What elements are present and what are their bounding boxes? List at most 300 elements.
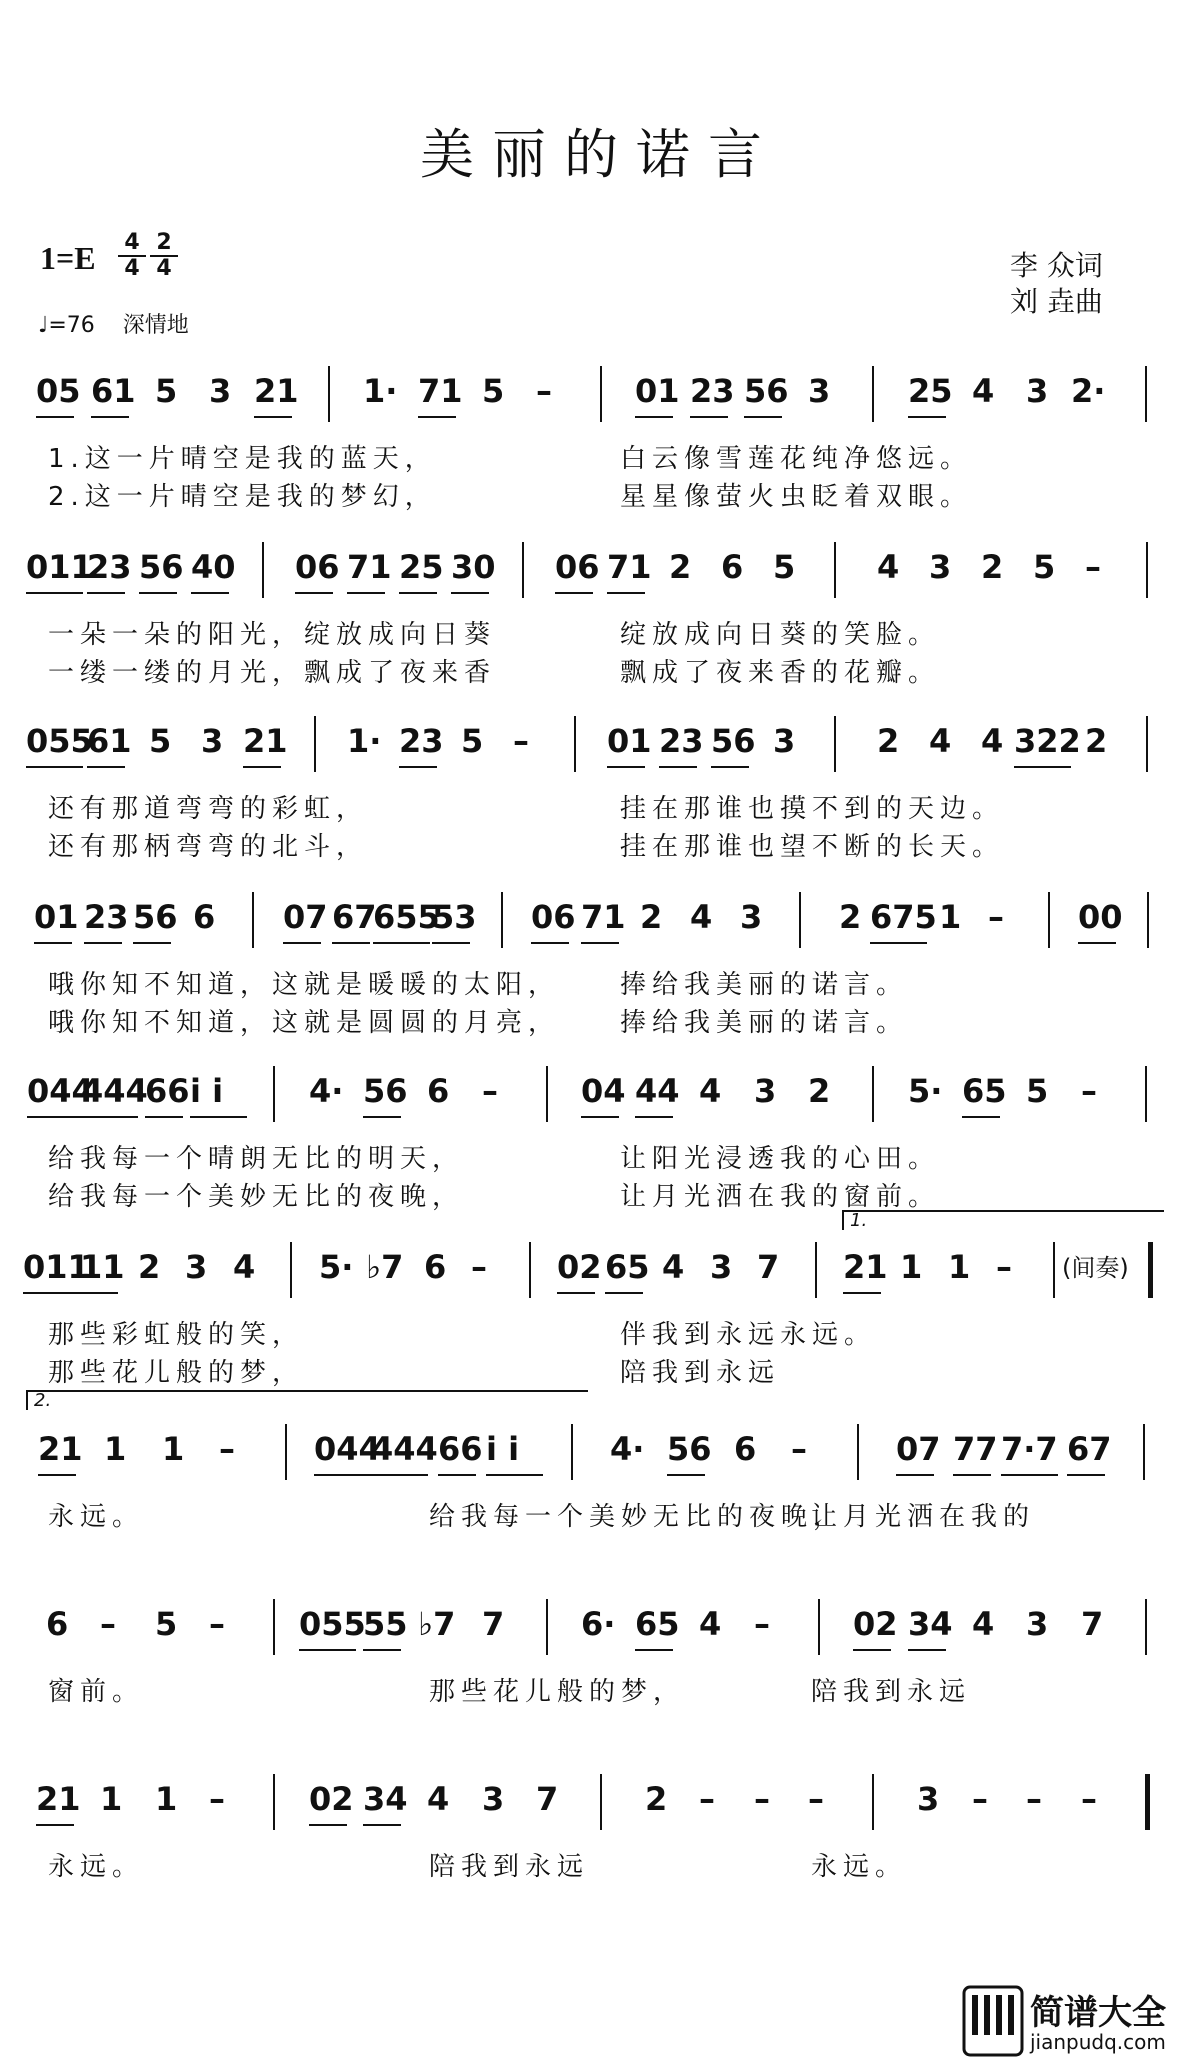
note: – <box>988 898 1004 936</box>
note: 1 <box>939 898 962 936</box>
note: 00 <box>1078 898 1123 936</box>
beam-underline <box>451 592 489 594</box>
score-row <box>0 548 1200 688</box>
note: 2 <box>1085 722 1108 760</box>
note: 23 <box>399 722 444 760</box>
lyric-segment: 还有那柄弯弯的北斗， <box>48 832 369 862</box>
barline <box>273 1599 275 1655</box>
lyric-segment: 永远。 <box>811 1852 908 1882</box>
note: 6 <box>427 1072 450 1110</box>
note: 77 <box>953 1430 998 1468</box>
barline <box>328 366 330 422</box>
note: – <box>100 1605 116 1643</box>
note: – <box>754 1780 770 1818</box>
note: 1· <box>363 372 398 410</box>
barline <box>314 716 316 772</box>
note: 4 <box>972 1605 995 1643</box>
beam-underline <box>896 1474 934 1476</box>
note: 055 <box>299 1605 366 1643</box>
watermark-url: jianpudq.com <box>1030 2030 1166 2054</box>
barline <box>600 1774 602 1830</box>
note: 5 <box>773 548 796 586</box>
barline <box>857 1424 859 1480</box>
volta-bracket <box>26 1390 588 1410</box>
note: 3 <box>710 1248 733 1286</box>
note: 5 <box>1033 548 1056 586</box>
note: 65 <box>605 1248 650 1286</box>
beam-underline <box>26 766 83 768</box>
barline <box>273 1774 275 1830</box>
beam-underline <box>363 1116 401 1118</box>
time-signature-4-4: 4 4 <box>118 232 146 280</box>
lyric-segment: 永远。 <box>48 1852 145 1882</box>
expression-marking: 深情地 <box>122 313 189 338</box>
beam-underline <box>190 1116 247 1118</box>
interlude-marking: (间奏) <box>1062 1254 1129 1282</box>
note: 5 <box>149 722 172 760</box>
beam-underline <box>607 766 645 768</box>
note: – <box>209 1780 225 1818</box>
lyric-segment: 陪我到永远 <box>811 1677 972 1707</box>
note: – <box>482 1072 498 1110</box>
barline <box>872 366 874 422</box>
note: 06 <box>531 898 576 936</box>
note: 011 <box>23 1248 90 1286</box>
watermark-name: 简谱大全 <box>1030 1993 1166 2033</box>
note: 3 <box>185 1248 208 1286</box>
lyric-segment: 白云像雪莲花纯净悠远。 <box>620 444 973 474</box>
note: 40 <box>191 548 236 586</box>
beam-underline <box>605 1292 643 1294</box>
note: 71 <box>581 898 626 936</box>
score-row <box>0 722 1200 862</box>
lyric-segment: 1.这一片晴空是我的蓝天， <box>48 444 437 474</box>
note: 21 <box>36 1780 81 1818</box>
barline <box>262 542 264 598</box>
beam-underline <box>36 416 74 418</box>
note: 1 <box>948 1248 971 1286</box>
note: 04 <box>581 1072 626 1110</box>
beam-underline <box>711 766 749 768</box>
note: i i <box>190 1072 224 1110</box>
beam-underline <box>191 592 229 594</box>
note: 4· <box>610 1430 645 1468</box>
note: 56 <box>667 1430 712 1468</box>
note: 4 <box>972 372 995 410</box>
barline <box>1143 1424 1145 1480</box>
beam-underline <box>133 942 171 944</box>
beam-underline <box>332 942 370 944</box>
lyric-segment: 星星像萤火虫眨着双眼。 <box>620 482 973 512</box>
note: – <box>1085 548 1101 586</box>
note: 07 <box>896 1430 941 1468</box>
score-row <box>0 1210 1200 1388</box>
barline <box>290 1242 292 1298</box>
barline <box>529 1242 531 1298</box>
note: 655 <box>373 898 440 936</box>
beam-underline <box>84 942 122 944</box>
note: 65 <box>635 1605 680 1643</box>
note: 4 <box>699 1072 722 1110</box>
note: 5 <box>482 372 505 410</box>
beam-underline <box>309 1824 347 1826</box>
note: 71 <box>347 548 392 586</box>
barline <box>501 892 503 948</box>
barline <box>574 716 576 772</box>
beam-underline <box>23 1292 80 1294</box>
note: 3 <box>773 722 796 760</box>
barline <box>273 1066 275 1122</box>
beam-underline <box>418 416 456 418</box>
note: – <box>972 1780 988 1818</box>
note: 01 <box>607 722 652 760</box>
beam-underline <box>36 1824 74 1826</box>
lyric-segment: 挂在那谁也望不断的长天。 <box>620 832 1005 862</box>
note: 7 <box>757 1248 780 1286</box>
beam-underline <box>363 1649 401 1651</box>
barline <box>252 892 254 948</box>
beam-underline <box>254 416 292 418</box>
note: – <box>471 1248 487 1286</box>
note: 2 <box>877 722 900 760</box>
barline <box>1145 1599 1147 1655</box>
note: ♭7 <box>366 1248 404 1286</box>
beam-underline <box>531 942 569 944</box>
note: 7·7 <box>1001 1430 1058 1468</box>
barline <box>1146 542 1148 598</box>
score-row <box>0 372 1200 512</box>
barline <box>818 1599 820 1655</box>
note: 2 <box>138 1248 161 1286</box>
note: 23 <box>84 898 129 936</box>
barline <box>834 716 836 772</box>
note: – <box>699 1780 715 1818</box>
beam-underline <box>635 416 673 418</box>
note: 5· <box>908 1072 943 1110</box>
note: 23 <box>659 722 704 760</box>
note: 4· <box>309 1072 344 1110</box>
note: 4 <box>929 722 952 760</box>
composer: 刘 垚曲 <box>1010 285 1103 318</box>
note: 1 <box>162 1430 185 1468</box>
note: 3 <box>929 548 952 586</box>
note: 7 <box>1081 1605 1104 1643</box>
note: 06 <box>555 548 600 586</box>
note: 1 <box>155 1780 178 1818</box>
note: 53 <box>432 898 477 936</box>
score-row <box>0 1605 1200 1735</box>
note: 61 <box>87 722 132 760</box>
beam-underline <box>80 1292 118 1294</box>
note: 4 <box>699 1605 722 1643</box>
beam-underline <box>81 1116 138 1118</box>
final-barline <box>1148 1242 1153 1298</box>
lyric-segment: 还有那道弯弯的彩虹， <box>48 794 369 824</box>
song-title: 美丽的诺言 <box>420 123 780 186</box>
note: – <box>808 1780 824 1818</box>
note: 44 <box>635 1072 680 1110</box>
note: 4 <box>662 1248 685 1286</box>
piano-logo-icon <box>962 1985 1024 2057</box>
note: 66 <box>438 1430 483 1468</box>
barline <box>872 1774 874 1830</box>
lyric-segment: 给我每一个美妙无比的夜晚， <box>429 1502 846 1532</box>
beam-underline <box>843 1292 881 1294</box>
note: 56 <box>744 372 789 410</box>
note: 3 <box>209 372 232 410</box>
note: 07 <box>283 898 328 936</box>
beam-underline <box>399 766 437 768</box>
note: 3 <box>740 898 763 936</box>
note: 3 <box>1026 372 1049 410</box>
beam-underline <box>659 766 697 768</box>
note: 21 <box>254 372 299 410</box>
note: 5 <box>155 1605 178 1643</box>
note: 01 <box>34 898 79 936</box>
lyric-segment: 绽放成向日葵的笑脸。 <box>620 620 941 650</box>
barline <box>600 366 602 422</box>
note: 56 <box>363 1072 408 1110</box>
note: 3 <box>754 1072 777 1110</box>
beam-underline <box>145 1116 183 1118</box>
barline <box>1053 1242 1055 1298</box>
lyric-segment: 伴我到永远永远。 <box>620 1320 877 1350</box>
barline <box>1145 366 1147 422</box>
note: – <box>791 1430 807 1468</box>
beam-underline <box>607 592 645 594</box>
lyric-segment: 哦你知不知道，这就是圆圆的月亮， <box>48 1008 561 1038</box>
barline <box>834 542 836 598</box>
note: 11 <box>80 1248 125 1286</box>
lyric-segment: 一缕一缕的月光，飘成了夜来香 <box>48 658 497 688</box>
note: 66 <box>145 1072 190 1110</box>
time-signature-2-4: 2 4 <box>150 232 178 280</box>
beam-underline <box>1067 1474 1105 1476</box>
beam-underline <box>87 766 125 768</box>
note: 71 <box>418 372 463 410</box>
note: 2 <box>645 1780 668 1818</box>
note: 6 <box>193 898 216 936</box>
beam-underline <box>486 1474 543 1476</box>
beam-underline <box>373 942 430 944</box>
score-row <box>0 1072 1200 1212</box>
score-row <box>0 898 1200 1038</box>
barline <box>872 1066 874 1122</box>
barline <box>571 1424 573 1480</box>
note: 1 <box>900 1248 923 1286</box>
note: 71 <box>607 548 652 586</box>
note: 7 <box>482 1605 505 1643</box>
note: 02 <box>557 1248 602 1286</box>
note: ♭7 <box>418 1605 456 1643</box>
note: 34 <box>908 1605 953 1643</box>
note: 5 <box>155 372 178 410</box>
note: – <box>996 1248 1012 1286</box>
beam-underline <box>299 1649 356 1651</box>
lyricist: 李 众词 <box>1010 249 1103 282</box>
beam-underline <box>908 1649 946 1651</box>
beam-underline <box>908 416 946 418</box>
note: – <box>536 372 552 410</box>
tempo-marking: ♩=76 深情地 <box>38 313 189 338</box>
barline <box>1145 1066 1147 1122</box>
beam-underline <box>91 416 129 418</box>
note: 1 <box>100 1780 123 1818</box>
note: 2 <box>808 1072 831 1110</box>
beam-underline <box>635 1116 673 1118</box>
note: 055 <box>26 722 93 760</box>
beam-underline <box>26 592 83 594</box>
note: 6 <box>46 1605 69 1643</box>
note: – <box>513 722 529 760</box>
note: 2 <box>981 548 1004 586</box>
note: 3 <box>917 1780 940 1818</box>
lyric-segment: 陪我到永远 <box>620 1358 781 1388</box>
beam-underline <box>363 1824 401 1826</box>
beam-underline <box>347 592 385 594</box>
beam-underline <box>399 592 437 594</box>
beam-underline <box>667 1474 705 1476</box>
note: – <box>754 1605 770 1643</box>
lyric-segment: 窗前。 <box>48 1677 145 1707</box>
note: 4 <box>690 898 713 936</box>
beam-underline <box>87 592 125 594</box>
lyric-segment: 一朵一朵的阳光，绽放成向日葵 <box>48 620 497 650</box>
barline <box>799 892 801 948</box>
volta-number: 2. <box>34 1390 52 1411</box>
barline <box>815 1242 817 1298</box>
volta-number: 1. <box>850 1210 868 1231</box>
barline <box>546 1066 548 1122</box>
note: 21 <box>243 722 288 760</box>
note: 67 <box>332 898 377 936</box>
beam-underline <box>1078 942 1116 944</box>
note: 044 <box>314 1430 381 1468</box>
note: 21 <box>38 1430 83 1468</box>
note: 30 <box>451 548 496 586</box>
note: 2 <box>669 548 692 586</box>
key-signature: 1=E <box>40 240 96 276</box>
note: 4 <box>981 722 1004 760</box>
beam-underline <box>371 1474 428 1476</box>
note: 3 <box>1026 1605 1049 1643</box>
lyric-segment: 捧给我美丽的诺言。 <box>620 1008 909 1038</box>
beam-underline <box>295 592 333 594</box>
note: 675 <box>870 898 937 936</box>
note: 6 <box>734 1430 757 1468</box>
lyric-segment: 那些花儿般的梦， <box>48 1358 305 1388</box>
beam-underline <box>690 416 728 418</box>
note: 5· <box>319 1248 354 1286</box>
note: i i <box>486 1430 520 1468</box>
note: 56 <box>711 722 756 760</box>
beam-underline <box>870 942 927 944</box>
lyric-segment: 永远。 <box>48 1502 145 1532</box>
note: 2 <box>839 898 862 936</box>
beam-underline <box>38 1474 76 1476</box>
beam-underline <box>953 1474 991 1476</box>
note: 6· <box>581 1605 616 1643</box>
note: – <box>1026 1780 1042 1818</box>
note: 3 <box>201 722 224 760</box>
score-row <box>0 1390 1200 1560</box>
note: 2 <box>640 898 663 936</box>
note: 1 <box>104 1430 127 1468</box>
beam-underline <box>243 766 281 768</box>
lyric-segment: 那些彩虹般的笑， <box>48 1320 305 1350</box>
lyric-segment: 哦你知不知道，这就是暖暖的太阳， <box>48 970 561 1000</box>
note: – <box>209 1605 225 1643</box>
note: 23 <box>87 548 132 586</box>
note: 34 <box>363 1780 408 1818</box>
note: 21 <box>843 1248 888 1286</box>
lyric-segment: 给我每一个美妙无比的夜晚， <box>48 1182 465 1212</box>
note: 1· <box>347 722 382 760</box>
credits <box>1010 248 1103 320</box>
lyric-segment: 挂在那谁也摸不到的天边。 <box>620 794 1005 824</box>
beam-underline <box>139 592 177 594</box>
beam-underline <box>635 1649 673 1651</box>
score-row <box>0 1780 1200 1910</box>
beam-underline <box>438 1474 476 1476</box>
note: 06 <box>295 548 340 586</box>
lyric-segment: 让月光洒在我的 <box>811 1502 1036 1532</box>
barline <box>546 1599 548 1655</box>
note: 5 <box>1026 1072 1049 1110</box>
beam-underline <box>557 1292 595 1294</box>
note: 3 <box>808 372 831 410</box>
note: 61 <box>91 372 136 410</box>
note: 67 <box>1067 1430 1112 1468</box>
beam-underline <box>555 592 593 594</box>
note: 4 <box>233 1248 256 1286</box>
note: – <box>1081 1072 1097 1110</box>
note: 2· <box>1071 372 1106 410</box>
barline <box>285 1424 287 1480</box>
beam-underline <box>314 1474 371 1476</box>
beam-underline <box>283 942 321 944</box>
note: 02 <box>309 1780 354 1818</box>
beam-underline <box>962 1116 1000 1118</box>
lyric-segment: 让月光洒在我的窗前。 <box>620 1182 941 1212</box>
lyric-segment: 捧给我美丽的诺言。 <box>620 970 909 1000</box>
beam-underline <box>853 1649 891 1651</box>
note: 444 <box>371 1430 438 1468</box>
lyric-segment: 让阳光浸透我的心田。 <box>620 1144 941 1174</box>
beam-underline <box>1014 766 1071 768</box>
lyric-segment: 飘成了夜来香的花瓣。 <box>620 658 941 688</box>
note: 444 <box>81 1072 148 1110</box>
note: 05 <box>36 372 81 410</box>
beam-underline <box>34 942 72 944</box>
note: – <box>219 1430 235 1468</box>
note: 56 <box>139 548 184 586</box>
note: – <box>1081 1780 1097 1818</box>
note: 25 <box>908 372 953 410</box>
beam-underline <box>581 1116 619 1118</box>
beam-underline <box>27 1116 84 1118</box>
note: 5 <box>461 722 484 760</box>
note: 3 <box>482 1780 505 1818</box>
note: 322 <box>1014 722 1081 760</box>
barline <box>522 542 524 598</box>
barline <box>1146 716 1148 772</box>
note: 25 <box>399 548 444 586</box>
note: 02 <box>853 1605 898 1643</box>
volta-bracket <box>842 1210 1164 1230</box>
note: 55 <box>363 1605 408 1643</box>
note: 4 <box>877 548 900 586</box>
